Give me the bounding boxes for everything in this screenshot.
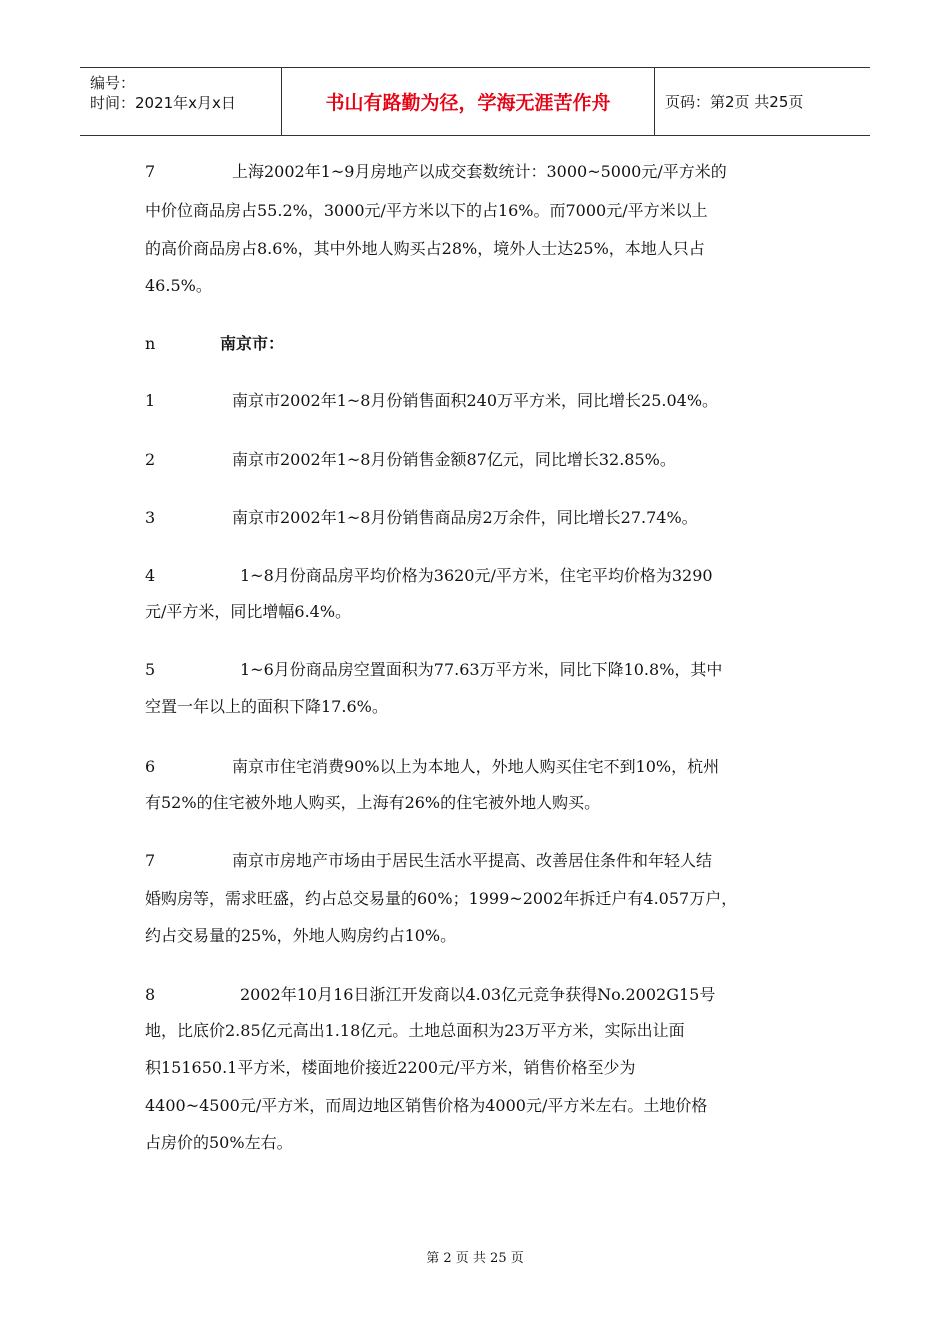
page-footer: 第 2 页 共 25 页 xyxy=(426,1251,524,1266)
section-marker: n xyxy=(145,334,156,353)
section-heading: 南京市： xyxy=(220,334,285,353)
header-meta xyxy=(80,68,280,135)
paragraph-line: 元/平方米，同比增幅6.4%。 xyxy=(145,602,352,621)
paragraph-line: 南京市房地产市场由于居民生活水平提高、改善居住条件和年轻人结 xyxy=(232,851,713,870)
paragraph-number: 6 xyxy=(145,757,156,776)
document-id-label: 编号： xyxy=(90,74,136,92)
paragraph-line: 南京市2002年1~8月份销售商品房2万余件，同比增长27.74%。 xyxy=(232,508,698,527)
document-header xyxy=(80,67,870,136)
header-divider xyxy=(654,68,655,135)
paragraph-line: 中价位商品房占55.2%，3000元/平方米以下的占16%。而7000元/平方米以上 xyxy=(145,201,708,220)
paragraph-number: 7 xyxy=(145,162,156,181)
paragraph-line: 积151650.1平方米，楼面地价接近2200元/平方米，销售价格至少为 xyxy=(145,1058,636,1077)
paragraph-number: 5 xyxy=(145,660,156,679)
paragraph-number: 8 xyxy=(145,985,156,1004)
paragraph-number: 7 xyxy=(145,851,156,870)
paragraph-number: 3 xyxy=(145,508,156,527)
paragraph-number: 1 xyxy=(145,391,156,410)
paragraph-line: 南京市2002年1~8月份销售金额87亿元，同比增长32.85%。 xyxy=(232,450,676,469)
paragraph-line: 空置一年以上的面积下降17.6%。 xyxy=(145,697,388,716)
paragraph-line: 婚购房等，需求旺盛，约占总交易量的60%；1999~2002年拆迁户有4.057万户， xyxy=(145,889,738,908)
paragraph-line: 约占交易量的25%，外地人购房约占10%。 xyxy=(145,926,457,945)
paragraph-line: 南京市2002年1~8月份销售面积240万平方米，同比增长25.04%。 xyxy=(232,391,719,410)
header-motto: 书山有路勤为径，学海无涯苦作舟 xyxy=(325,92,611,114)
paragraph-number: 4 xyxy=(145,566,156,585)
paragraph-line: 上海2002年1~9月房地产以成交套数统计：3000~5000元/平方米的 xyxy=(232,162,727,181)
paragraph-line: 1~6月份商品房空置面积为77.63万平方米，同比下降10.8%，其中 xyxy=(240,660,723,679)
paragraph-line: 1~8月份商品房平均价格为3620元/平方米，住宅平均价格为3290 xyxy=(240,566,713,585)
header-page-info: 页码：第2页 共25页 xyxy=(665,93,804,111)
paragraph-number: 2 xyxy=(145,450,156,469)
paragraph-line: 2002年10月16日浙江开发商以4.03亿元竞争获得No.2002G15号 xyxy=(240,985,716,1004)
paragraph-line: 4400~4500元/平方米，而周边地区销售价格为4000元/平方米左右。土地价格 xyxy=(145,1096,708,1115)
paragraph-line: 有52%的住宅被外地人购买，上海有26%的住宅被外地人购买。 xyxy=(145,793,601,812)
paragraph-line: 的高价商品房占8.6%，其中外地人购买占28%，境外人士达25%，本地人只占 xyxy=(145,239,705,258)
paragraph-line: 地，比底价2.85亿元高出1.18亿元。土地总面积为23万平方米，实际出让面 xyxy=(145,1021,685,1040)
paragraph-line: 46.5%。 xyxy=(145,276,212,295)
paragraph-line: 南京市住宅消费90%以上为本地人，外地人购买住宅不到10%，杭州 xyxy=(232,757,720,776)
paragraph-line: 占房价的50%左右。 xyxy=(145,1133,293,1152)
document-date: 时间：2021年x月x日 xyxy=(90,94,236,112)
